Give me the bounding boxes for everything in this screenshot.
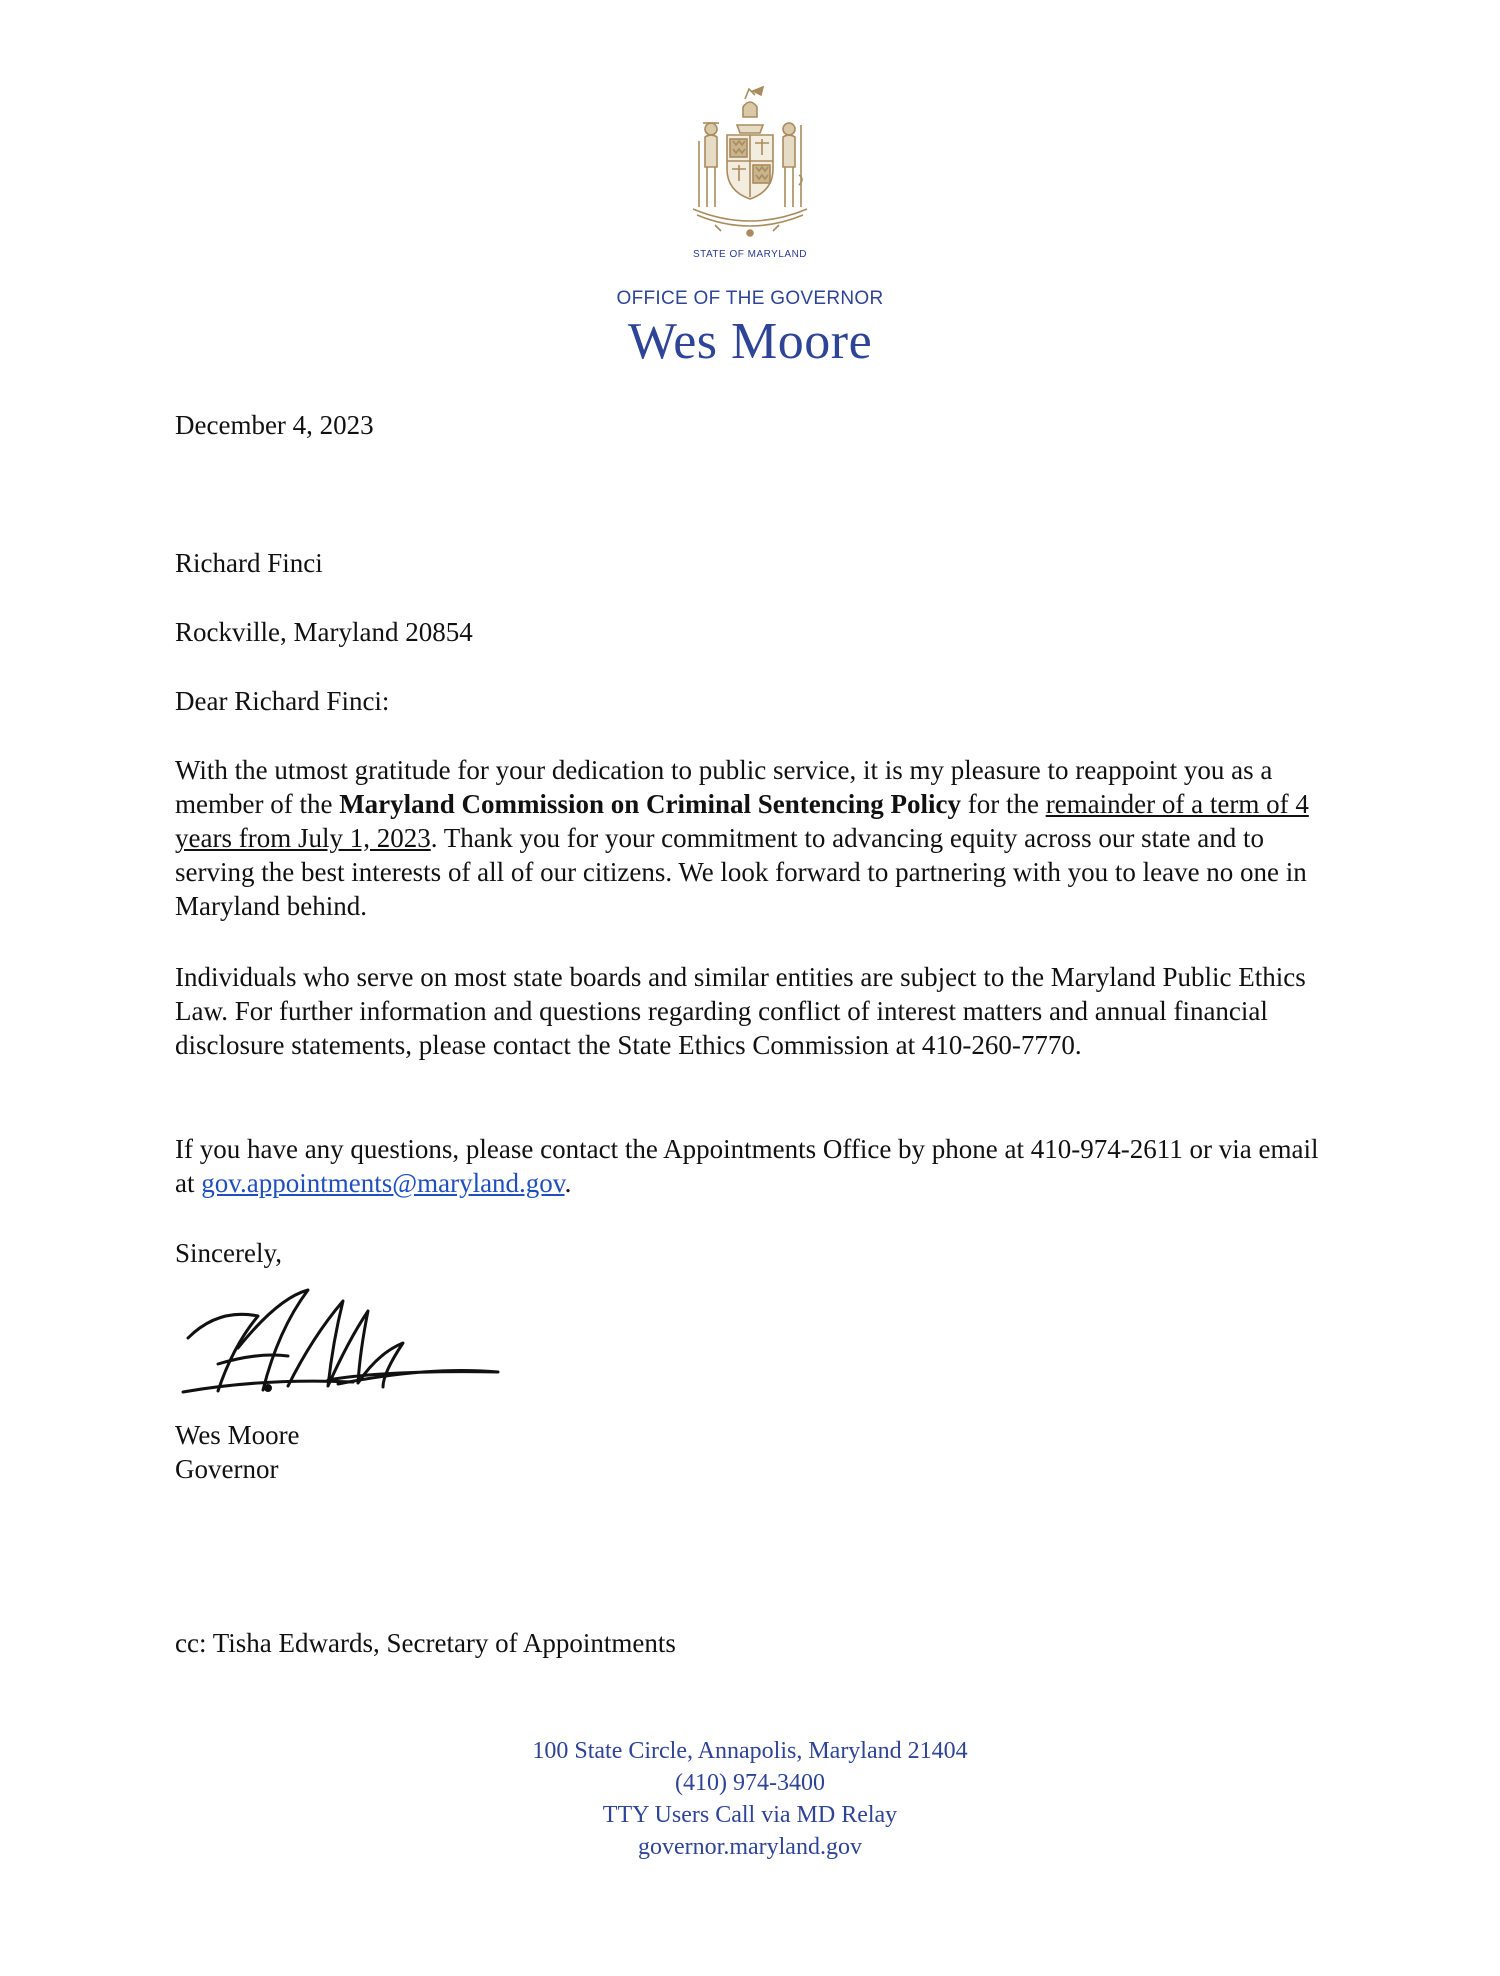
recipient-address: Rockville, Maryland 20854 (175, 617, 473, 647)
paragraph-appointment-text-b: for the (960, 789, 1046, 819)
paragraph-contact (175, 1132, 1335, 1200)
footer-website: governor.maryland.gov (638, 1834, 862, 1860)
letter-date: December 4, 2023 (175, 410, 374, 440)
governor-name-heading: Wes Moore (627, 313, 873, 370)
state-label: STATE OF MARYLAND (692, 249, 808, 260)
paragraph-ethics-text: Individuals who serve on most state boards and similar entities are subject to the Maryland Public Ethics Law. For further information and questions regarding conflict of interest matters and annual financial disclosure statements, please contact the State Ethics Commission at 410-260-7770. (175, 962, 1306, 1060)
footer-tty: TTY Users Call via MD Relay (602, 1802, 898, 1828)
footer (0, 1735, 1500, 1863)
paragraph-appointment (175, 753, 1335, 923)
commission-name: Maryland Commission on Criminal Sentencing Policy (339, 789, 961, 819)
footer-phone: (410) 974-3400 (675, 1770, 825, 1796)
footer-address: 100 State Circle, Annapolis, Maryland 21404 (532, 1738, 968, 1764)
closing: Sincerely, (175, 1238, 282, 1268)
signer-title: Governor (175, 1454, 279, 1484)
maryland-state-seal-icon (685, 85, 815, 245)
letterhead (0, 85, 1500, 371)
cc-line: cc: Tisha Edwards, Secretary of Appointments (175, 1628, 676, 1658)
handwritten-signature-icon (178, 1268, 518, 1408)
office-label: OFFICE OF THE GOVERNOR (616, 288, 884, 309)
paragraph-contact-text-b: . (564, 1168, 572, 1198)
paragraph-appointment-text-c: . Thank you for your commitment to advancing equity across our state and to serving the best interests of all of our citizens. We look forward to partnering with you to leave no one in Maryland behind. (175, 823, 1307, 921)
paragraph-contact-text-a: If you have any questions, please contact the Appointments Office by phone at 410-974-2611 or via email at (175, 1134, 1319, 1198)
signer-name: Wes Moore (175, 1420, 300, 1450)
salutation: Dear Richard Finci: (175, 686, 390, 716)
paragraph-ethics (175, 960, 1335, 1062)
term-description: remainder of a term of 4 years from July 1, 2023 (175, 789, 1309, 853)
appointments-email-link[interactable]: gov.appointments@maryland.gov (201, 1168, 565, 1198)
paragraph-appointment-text-a: With the utmost gratitude for your dedication to public service, it is my pleasure to reappoint you as a member of the (175, 755, 1273, 819)
recipient-name: Richard Finci (175, 548, 323, 578)
